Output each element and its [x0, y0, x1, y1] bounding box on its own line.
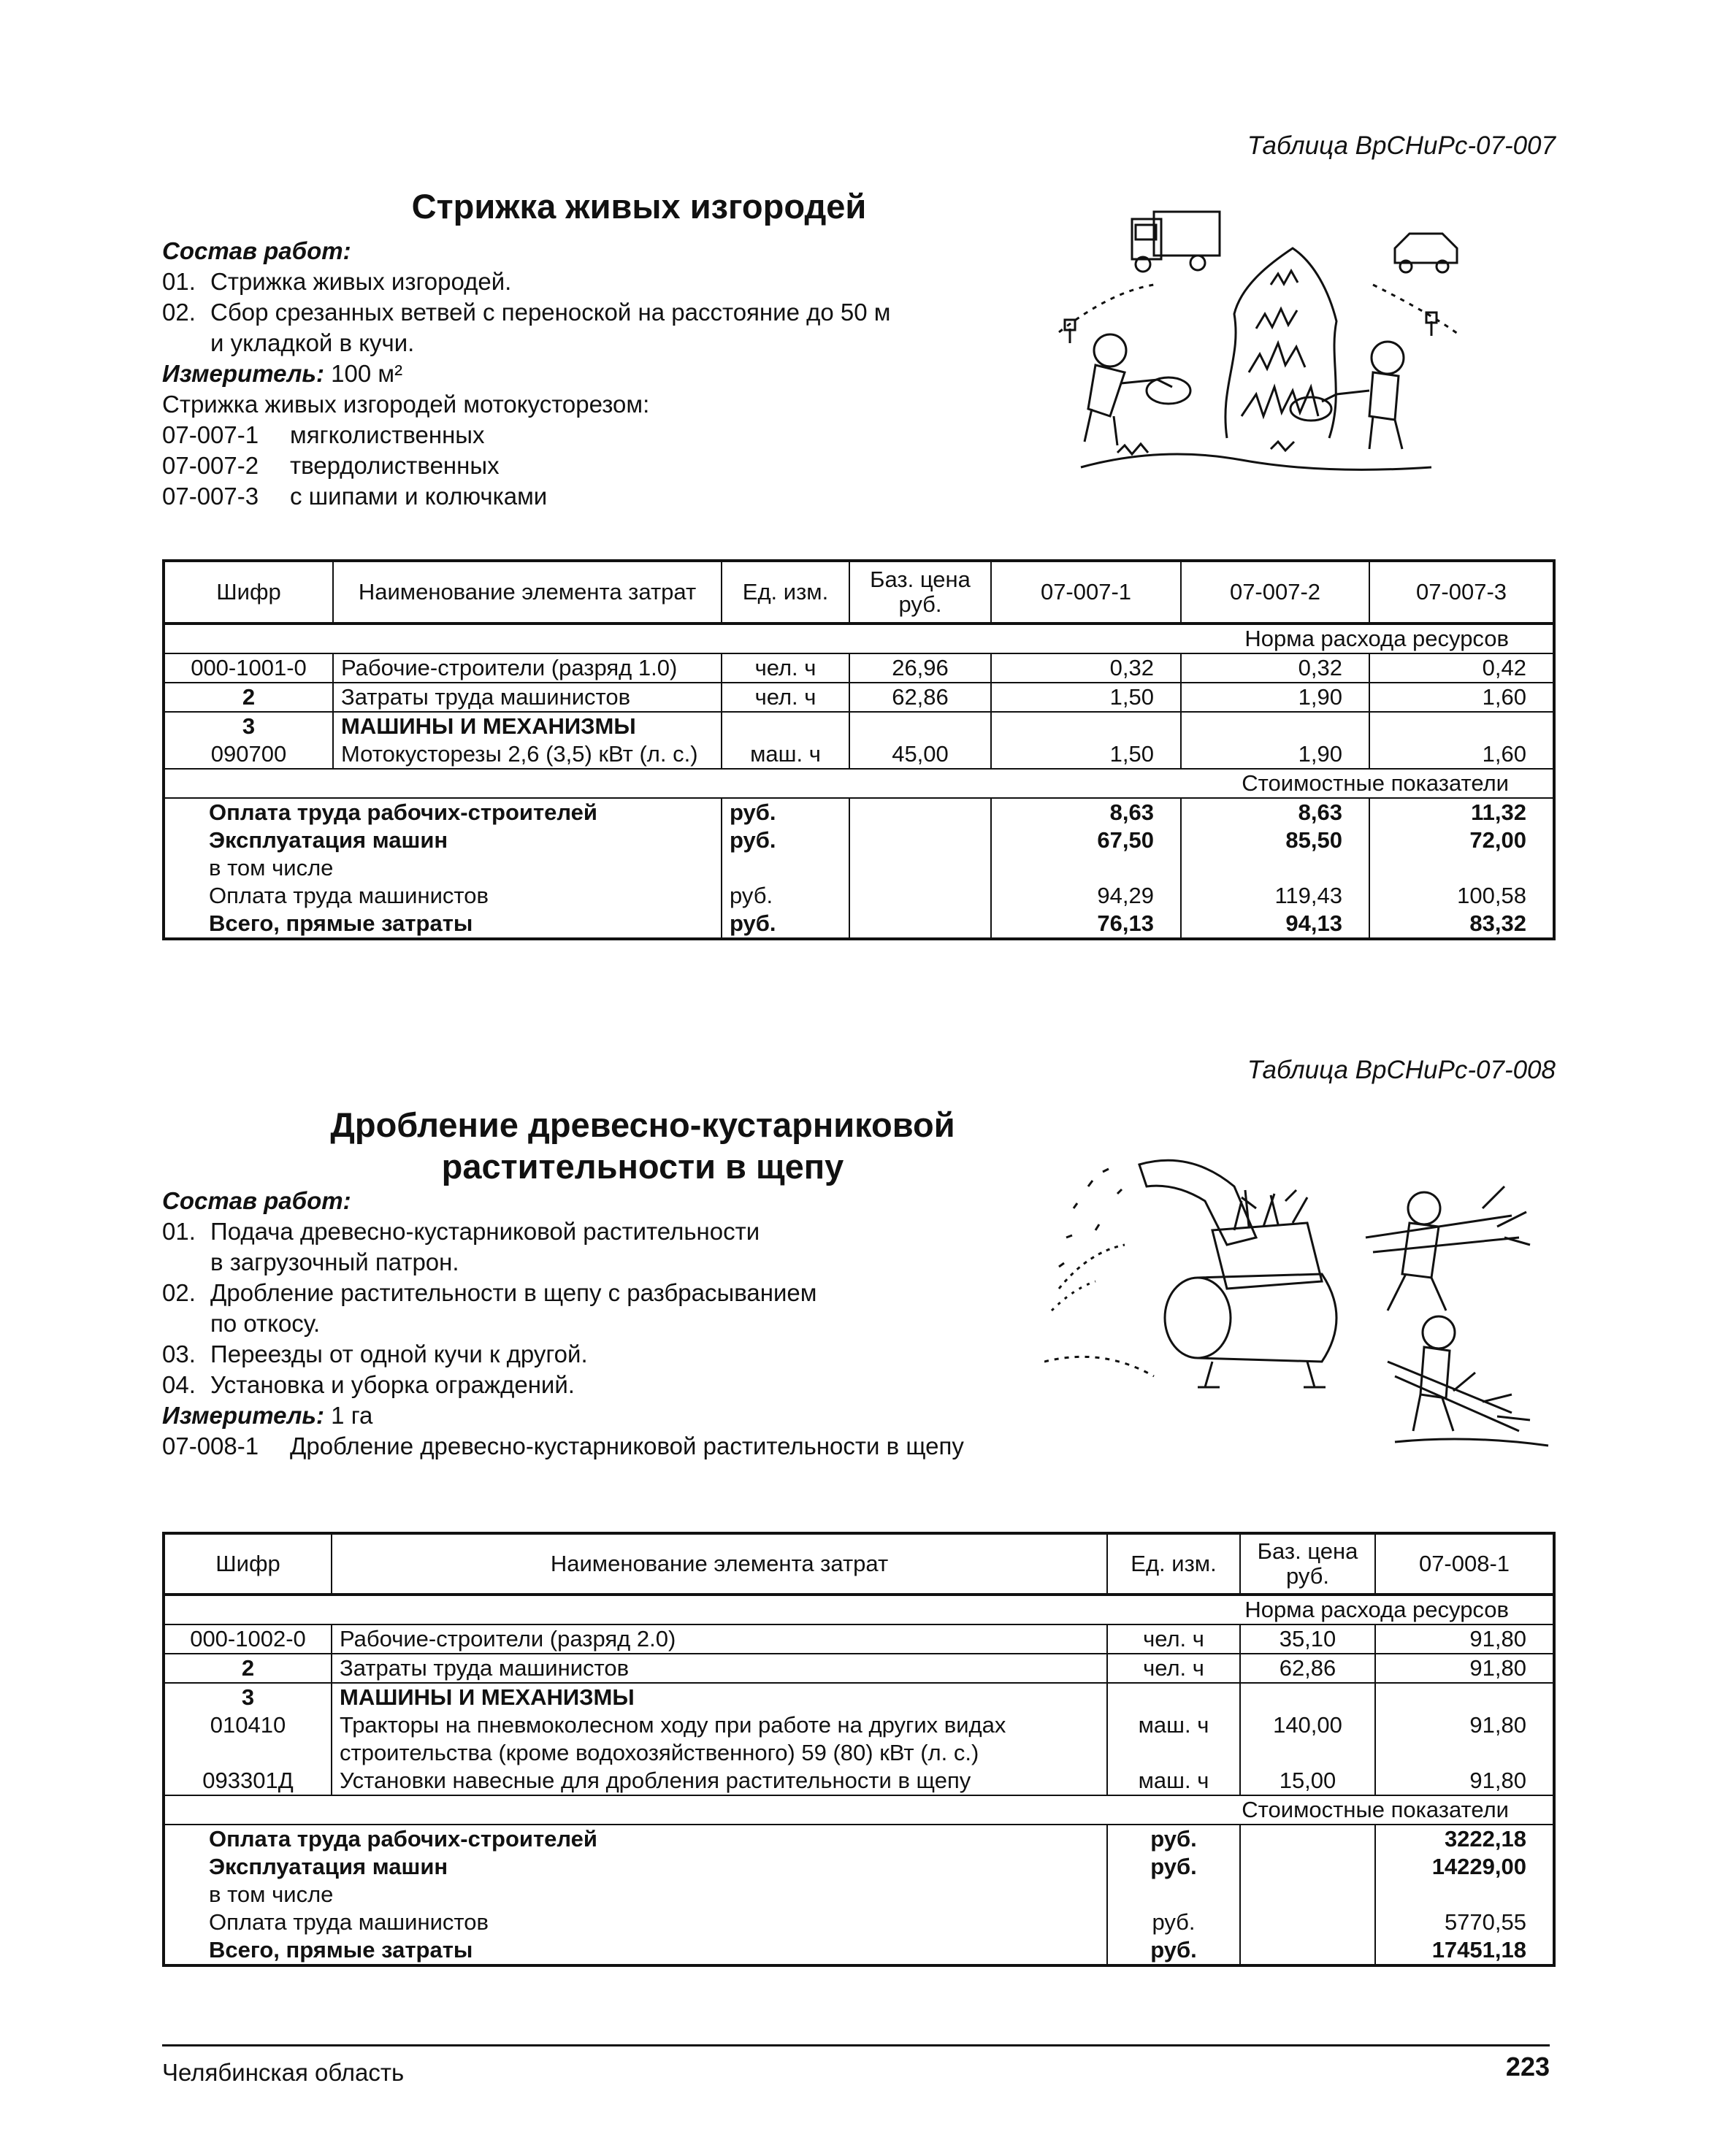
work-num [162, 1308, 210, 1339]
measure-line [162, 1400, 964, 1431]
cell-code: 2 [164, 683, 333, 712]
table-row [164, 653, 1554, 683]
empty-price-cell [849, 798, 991, 826]
work-item [162, 1278, 964, 1308]
work-item [162, 1370, 964, 1400]
cell-price: 62,86 [849, 683, 991, 712]
empty-price-cell [849, 826, 991, 854]
cost-name: Оплата труда машинистов [164, 882, 722, 910]
section-title-hedge-trimming: Стрижка живых изгородей [411, 187, 867, 226]
cell-code: 3 [164, 1683, 332, 1711]
item-code: 07-007-3 [162, 483, 259, 510]
cell-name: Затраты труда машинистов [333, 683, 722, 712]
work-text: Переезды от одной кучи к другой. [210, 1340, 588, 1367]
cost-name: в том числе [164, 1881, 1107, 1908]
cell-value: 91,80 [1375, 1624, 1554, 1654]
cell-value: 1,50 [991, 740, 1181, 769]
empty-price-cell [1240, 1825, 1375, 1853]
empty-price-cell [1240, 1853, 1375, 1881]
norms-table-07-008 [162, 1532, 1556, 1967]
cell-value: 91,80 [1375, 1711, 1554, 1767]
cost-unit: руб. [722, 910, 849, 939]
table-ref-07-007: Таблица ВрСНиРс-07-007 [1247, 131, 1556, 160]
cell-unit: чел. ч [722, 683, 849, 712]
cell-code: 090700 [164, 740, 333, 769]
cell-code: 3 [164, 712, 333, 740]
work-text: по откосу. [210, 1310, 321, 1337]
title-line-2: растительности в щепу [441, 1147, 844, 1186]
cost-value [991, 854, 1181, 882]
header-price: Баз. цена руб. [1240, 1533, 1375, 1595]
cell-value: 1,60 [1369, 740, 1554, 769]
measure-label: Измеритель: [162, 360, 324, 387]
work-num: 03. [162, 1340, 196, 1367]
cell-price: 140,00 [1240, 1711, 1375, 1767]
cost-value [1375, 1881, 1554, 1908]
cost-row [164, 1881, 1554, 1908]
cost-name: Оплата труда рабочих-строителей [164, 1825, 1107, 1853]
cost-value: 8,63 [1181, 798, 1369, 826]
cost-value: 85,50 [1181, 826, 1369, 854]
cell-value: 1,90 [1181, 740, 1369, 769]
cell-unit: чел. ч [1107, 1654, 1240, 1683]
cell-name: Рабочие-строители (разряд 1.0) [333, 653, 722, 683]
cell-price [849, 712, 991, 740]
cell-code: 000-1001-0 [164, 653, 333, 683]
cell-code: 093301Д [164, 1767, 332, 1795]
code-item [162, 450, 890, 481]
cost-value: 94,13 [1181, 910, 1369, 939]
cost-unit [722, 854, 849, 882]
cost-row [164, 882, 1554, 910]
table-row [164, 1767, 1554, 1795]
work-num: 01. [162, 1218, 196, 1245]
header-col-3: 07-007-3 [1369, 561, 1554, 624]
cell-price: 62,86 [1240, 1654, 1375, 1683]
item-name: мягколиственных [290, 421, 485, 448]
work-composition-2 [162, 1186, 964, 1462]
cost-row [164, 798, 1554, 826]
work-num [162, 1247, 210, 1278]
cell-unit: чел. ч [722, 653, 849, 683]
work-item [162, 266, 890, 297]
cell-name: Рабочие-строители (разряд 2.0) [332, 1624, 1107, 1654]
header-name: Наименование элемента затрат [333, 561, 722, 624]
cell-unit: маш. ч [1107, 1711, 1240, 1767]
work-num: 02. [162, 1279, 196, 1306]
cost-name: Эксплуатация машин [164, 826, 722, 854]
empty-price-cell [1240, 1936, 1375, 1965]
table-row [164, 1711, 1554, 1767]
work-num: 04. [162, 1371, 196, 1398]
table-row [164, 1624, 1554, 1654]
empty-price-cell [849, 882, 991, 910]
cost-unit: руб. [1107, 1936, 1240, 1965]
cost-name: Оплата труда машинистов [164, 1908, 1107, 1936]
cell-code: 2 [164, 1654, 332, 1683]
cell-price: 35,10 [1240, 1624, 1375, 1654]
work-text: Стрижка живых изгородей. [210, 268, 512, 295]
cell-price: 26,96 [849, 653, 991, 683]
work-item [162, 1216, 964, 1247]
work-item [162, 1308, 964, 1339]
cell-unit [1107, 1683, 1240, 1711]
work-text: Дробление растительности в щепу с разбрасыванием [210, 1279, 817, 1306]
section-title-chipping [219, 1104, 1066, 1188]
intro-text: Стрижка живых изгородей мотокусторезом: [162, 391, 650, 418]
measure-label: Измеритель: [162, 1402, 324, 1429]
cost-value: 94,29 [991, 882, 1181, 910]
cost-value: 100,58 [1369, 882, 1554, 910]
cost-unit: руб. [1107, 1908, 1240, 1936]
hedge-trimming-illustration [1052, 197, 1461, 489]
page-number: 223 [1505, 2052, 1550, 2082]
header-unit: Ед. изм. [722, 561, 849, 624]
cell-price: 15,00 [1240, 1767, 1375, 1795]
measure-value: 100 м² [331, 360, 403, 387]
cost-value: 83,32 [1369, 910, 1554, 939]
cost-unit [1107, 1881, 1240, 1908]
cost-row [164, 1936, 1554, 1965]
section-costs: Стоимостные показатели [164, 769, 1554, 798]
cell-price [1240, 1683, 1375, 1711]
cell-code: 010410 [164, 1711, 332, 1767]
table-row [164, 740, 1554, 769]
header-col-2: 07-007-2 [1181, 561, 1369, 624]
cell-unit: маш. ч [722, 740, 849, 769]
item-code: 07-007-2 [162, 452, 259, 479]
item-code: 07-008-1 [162, 1432, 259, 1459]
cost-value: 67,50 [991, 826, 1181, 854]
cell-code: 000-1002-0 [164, 1624, 332, 1654]
header-unit: Ед. изм. [1107, 1533, 1240, 1595]
cell-name: МАШИНЫ И МЕХАНИЗМЫ [333, 712, 722, 740]
cell-unit: маш. ч [1107, 1767, 1240, 1795]
cell-unit: чел. ч [1107, 1624, 1240, 1654]
header-col-1: 07-008-1 [1375, 1533, 1554, 1595]
code-item [162, 481, 890, 512]
cost-name: Всего, прямые затраты [164, 910, 722, 939]
cost-value: 8,63 [991, 798, 1181, 826]
work-num: 02. [162, 299, 196, 326]
cell-value: 0,42 [1369, 653, 1554, 683]
table-row [164, 683, 1554, 712]
footer-region: Челябинская область [162, 2059, 405, 2086]
work-text: Сбор срезанных ветвей с переноской на расстояние до 50 м [210, 299, 891, 326]
item-code: 07-007-1 [162, 421, 259, 448]
cost-row [164, 1908, 1554, 1936]
header-code: Шифр [164, 561, 333, 624]
cell-value: 1,90 [1181, 683, 1369, 712]
table-row [164, 1683, 1554, 1711]
item-name: твердолиственных [290, 452, 500, 479]
item-name: Дробление древесно-кустарниковой растительности в щепу [290, 1432, 964, 1459]
cost-name: в том числе [164, 854, 722, 882]
cost-value [1181, 854, 1369, 882]
work-item [162, 1339, 964, 1370]
cell-price: 45,00 [849, 740, 991, 769]
measure-value: 1 га [331, 1402, 373, 1429]
cost-value: 11,32 [1369, 798, 1554, 826]
composition-label: Состав работ: [162, 1187, 351, 1214]
cell-value: 91,80 [1375, 1767, 1554, 1795]
header-name: Наименование элемента затрат [332, 1533, 1107, 1595]
cell-value [1369, 712, 1554, 740]
work-num [162, 328, 210, 358]
work-text: Подача древесно-кустарниковой растительности [210, 1218, 760, 1245]
cost-value: 119,43 [1181, 882, 1369, 910]
header-code: Шифр [164, 1533, 332, 1595]
cost-row [164, 910, 1554, 939]
cost-row [164, 1853, 1554, 1881]
work-text: Установка и уборка ограждений. [210, 1371, 575, 1398]
cell-value [1181, 712, 1369, 740]
empty-price-cell [849, 910, 991, 939]
cost-unit: руб. [722, 798, 849, 826]
wood-chipper-illustration [1044, 1143, 1556, 1457]
header-col-1: 07-007-1 [991, 561, 1181, 624]
cost-value: 5770,55 [1375, 1908, 1554, 1936]
measure-line [162, 358, 890, 389]
section-costs: Стоимостные показатели [164, 1795, 1554, 1825]
work-item [162, 1247, 964, 1278]
cost-value: 72,00 [1369, 826, 1554, 854]
cost-value: 17451,18 [1375, 1936, 1554, 1965]
work-num: 01. [162, 268, 196, 295]
cell-name: Мотокусторезы 2,6 (3,5) кВт (л. с.) [333, 740, 722, 769]
cost-value: 76,13 [991, 910, 1181, 939]
table-ref-07-008: Таблица ВрСНиРс-07-008 [1247, 1056, 1556, 1084]
cell-unit [722, 712, 849, 740]
cost-value: 3222,18 [1375, 1825, 1554, 1853]
code-item [162, 420, 890, 450]
cell-name: Тракторы на пневмоколесном ходу при работе на других видах строительства (кроме водохозяйственного) 59 (80) кВт (л. с.) [332, 1711, 1107, 1767]
cost-row [164, 854, 1554, 882]
code-item [162, 1431, 964, 1462]
cell-value [1375, 1683, 1554, 1711]
cost-unit: руб. [1107, 1853, 1240, 1881]
cost-row [164, 1825, 1554, 1853]
cost-row [164, 826, 1554, 854]
work-text: и укладкой в кучи. [210, 329, 415, 356]
table-row [164, 712, 1554, 740]
header-price: Баз. цена руб. [849, 561, 991, 624]
empty-price-cell [1240, 1908, 1375, 1936]
cell-value: 91,80 [1375, 1654, 1554, 1683]
cost-name: Всего, прямые затраты [164, 1936, 1107, 1965]
title-line-1: Дробление древесно-кустарниковой [330, 1105, 955, 1144]
cell-value [991, 712, 1181, 740]
cell-value: 0,32 [1181, 653, 1369, 683]
empty-price-cell [1240, 1881, 1375, 1908]
footer-divider [162, 2044, 1550, 2046]
composition-label: Состав работ: [162, 237, 351, 264]
cost-name: Эксплуатация машин [164, 1853, 1107, 1881]
work-item [162, 328, 890, 358]
work-item [162, 297, 890, 328]
cell-value: 1,60 [1369, 683, 1554, 712]
cost-value: 14229,00 [1375, 1853, 1554, 1881]
cell-name: Затраты труда машинистов [332, 1654, 1107, 1683]
section-resources: Норма расхода ресурсов [164, 624, 1554, 653]
norms-table-07-007 [162, 559, 1556, 940]
cost-name: Оплата труда рабочих-строителей [164, 798, 722, 826]
cell-value: 1,50 [991, 683, 1181, 712]
work-composition-1 [162, 236, 890, 512]
cost-unit: руб. [1107, 1825, 1240, 1853]
cell-name: Установки навесные для дробления растительности в щепу [332, 1767, 1107, 1795]
cell-value: 0,32 [991, 653, 1181, 683]
empty-price-cell [849, 854, 991, 882]
cost-unit: руб. [722, 826, 849, 854]
cost-value [1369, 854, 1554, 882]
item-name: с шипами и колючками [290, 483, 548, 510]
work-text: в загрузочный патрон. [210, 1248, 459, 1275]
cost-unit: руб. [722, 882, 849, 910]
table-row [164, 1654, 1554, 1683]
cell-name: МАШИНЫ И МЕХАНИЗМЫ [332, 1683, 1107, 1711]
section-resources: Норма расхода ресурсов [164, 1595, 1554, 1624]
